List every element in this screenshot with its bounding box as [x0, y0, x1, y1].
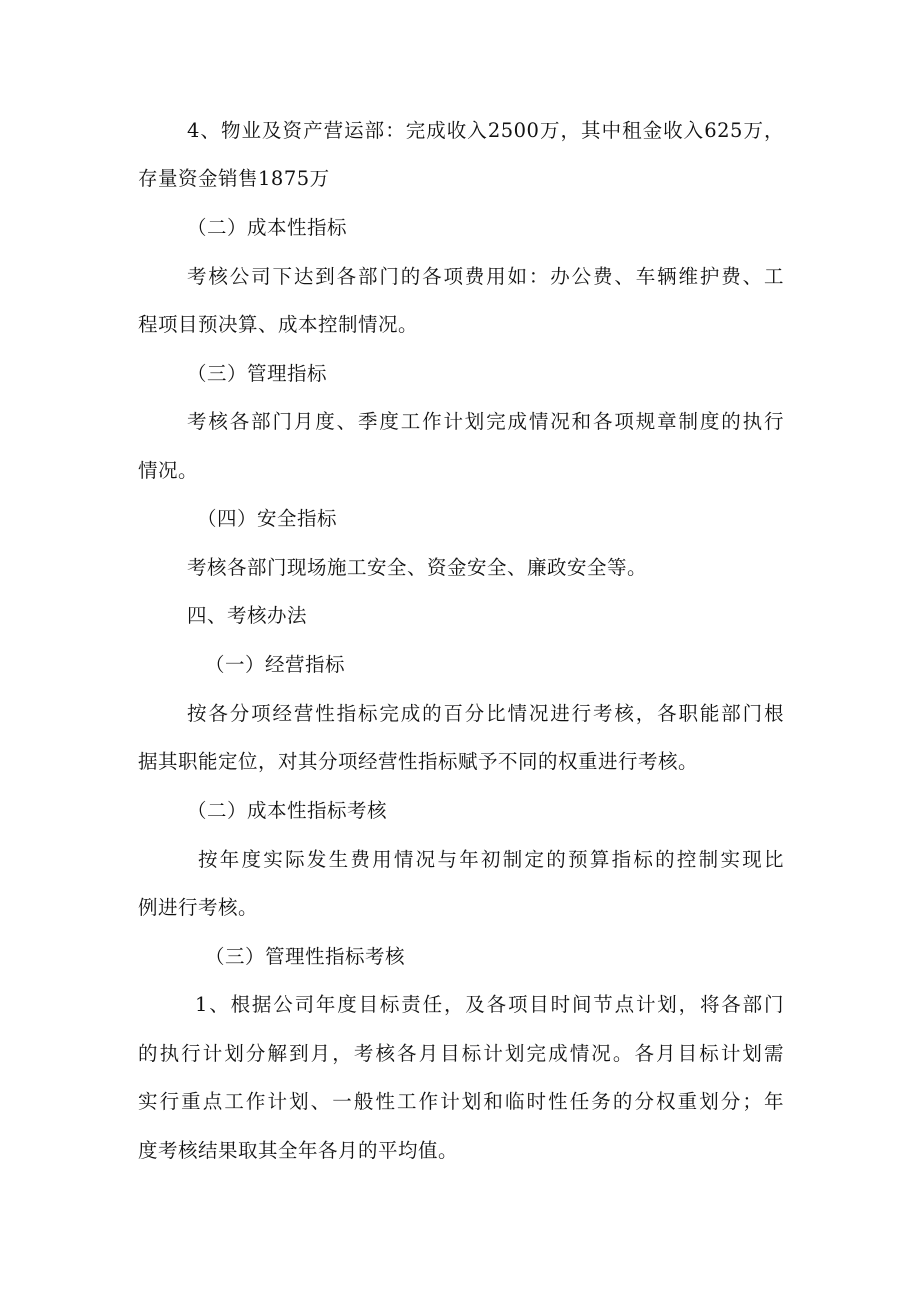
section-heading: （一）经营指标 [205, 653, 346, 676]
section-heading: （二）成本性指标 [187, 216, 348, 239]
paragraph-line: 度考核结果取其全年各月的平均值。 [138, 1139, 459, 1162]
paragraph-line: 按各分项经营性指标完成的百分比情况进行考核，各职能部门根 [187, 702, 784, 725]
section-heading: （三）管理性指标考核 [205, 945, 406, 968]
paragraph-line: 实行重点工作计划、一般性工作计划和临时性任务的分权重划分；年 [138, 1090, 784, 1113]
paragraph-line: 程项目预决算、成本控制情况。 [138, 313, 419, 336]
section-heading: （二）成本性指标考核 [187, 799, 388, 822]
paragraph-line: 据其职能定位，对其分项经营性指标赋予不同的权重进行考核。 [138, 750, 699, 773]
paragraph-line: 的执行计划分解到月，考核各月目标计划完成情况。各月目标计划需 [138, 1042, 784, 1065]
paragraph-line: 按年度实际发生费用情况与年初制定的预算指标的控制实现比 [198, 848, 784, 871]
chapter-heading: 四、考核办法 [187, 604, 308, 627]
section-heading: （三）管理指标 [187, 362, 328, 385]
paragraph-line: 考核各部门月度、季度工作计划完成情况和各项规章制度的执行 [187, 410, 784, 433]
paragraph-line: 情况。 [138, 459, 199, 482]
paragraph-line: 考核各部门现场施工安全、资金安全、廉政安全等。 [187, 556, 648, 579]
paragraph-line: 例进行考核。 [138, 896, 259, 919]
paragraph-line: 4、物业及资产营运部：完成收入2500万，其中租金收入625万， [187, 119, 784, 142]
section-heading: （四）安全指标 [197, 507, 338, 530]
paragraph-line: 1、根据公司年度目标责任，及各项目时间节点计划，将各部门 [195, 993, 784, 1016]
paragraph-line: 存量资金销售1875万 [138, 167, 330, 190]
paragraph-line: 考核公司下达到各部门的各项费用如：办公费、车辆维护费、工 [187, 265, 784, 288]
